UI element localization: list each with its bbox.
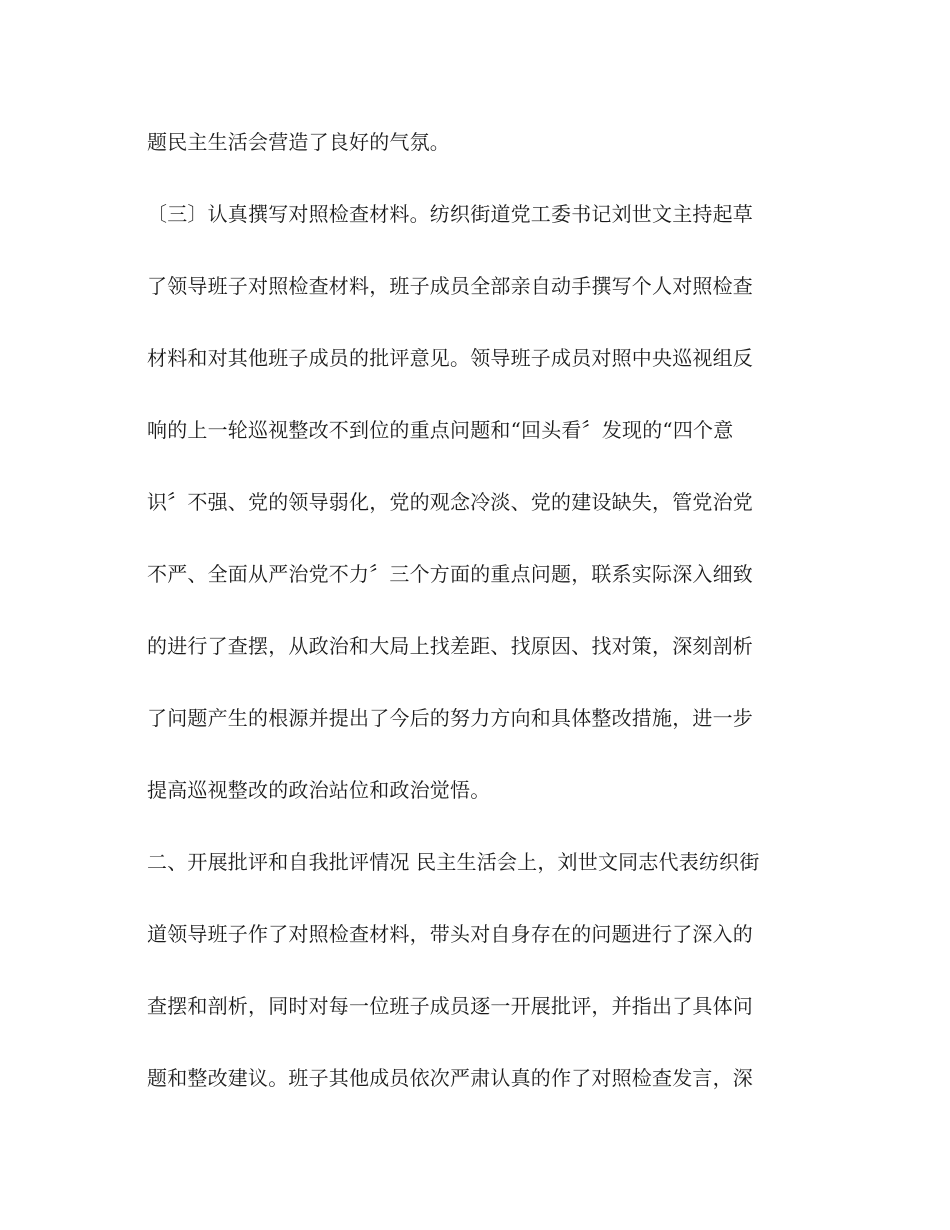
text-line: 提高巡视整改的政治站位和政治觉悟。 (147, 778, 491, 802)
text-line: 材料和对其他班子成员的批评意见。领导班子成员对照中央巡视组反 (147, 346, 753, 370)
text-line: 了领导班子对照检查材料，班子成员全部亲自动手撰写个人对照检查 (147, 274, 753, 298)
text-line: 〔三〕认真撰写对照检查材料。纺织街道党工委书记刘世文主持起草 (147, 202, 753, 226)
text-line: 的进行了查摆，从政治和大局上找差距、找原因、找对策，深刻剖析 (147, 634, 753, 658)
text-line: 道领导班子作了对照检查材料，带头对自身存在的问题进行了深入的 (147, 922, 753, 946)
text-line: 不严、全面从严治党不力〞三个方面的重点问题，联系实际深入细致 (147, 562, 753, 586)
text-line: 查摆和剖析，同时对每一位班子成员逐一开展批评，并指出了具体问 (147, 994, 753, 1018)
text-line: 题和整改建议。班子其他成员依次严肃认真的作了对照检查发言，深 (147, 1066, 753, 1090)
text-line: 二、开展批评和自我批评情况 民主生活会上，刘世文同志代表纺织街 (147, 850, 760, 874)
text-line: 识〞不强、党的领导弱化，党的观念冷淡、党的建设缺失，管党治党 (147, 490, 753, 514)
text-line: 了问题产生的根源并提出了今后的努力方向和具体整改措施，进一步 (147, 706, 753, 730)
text-line: 响的上一轮巡视整改不到位的重点问题和“回头看〞发现的“四个意 (147, 418, 734, 442)
text-line: 题民主生活会营造了良好的气氛。 (147, 130, 450, 154)
